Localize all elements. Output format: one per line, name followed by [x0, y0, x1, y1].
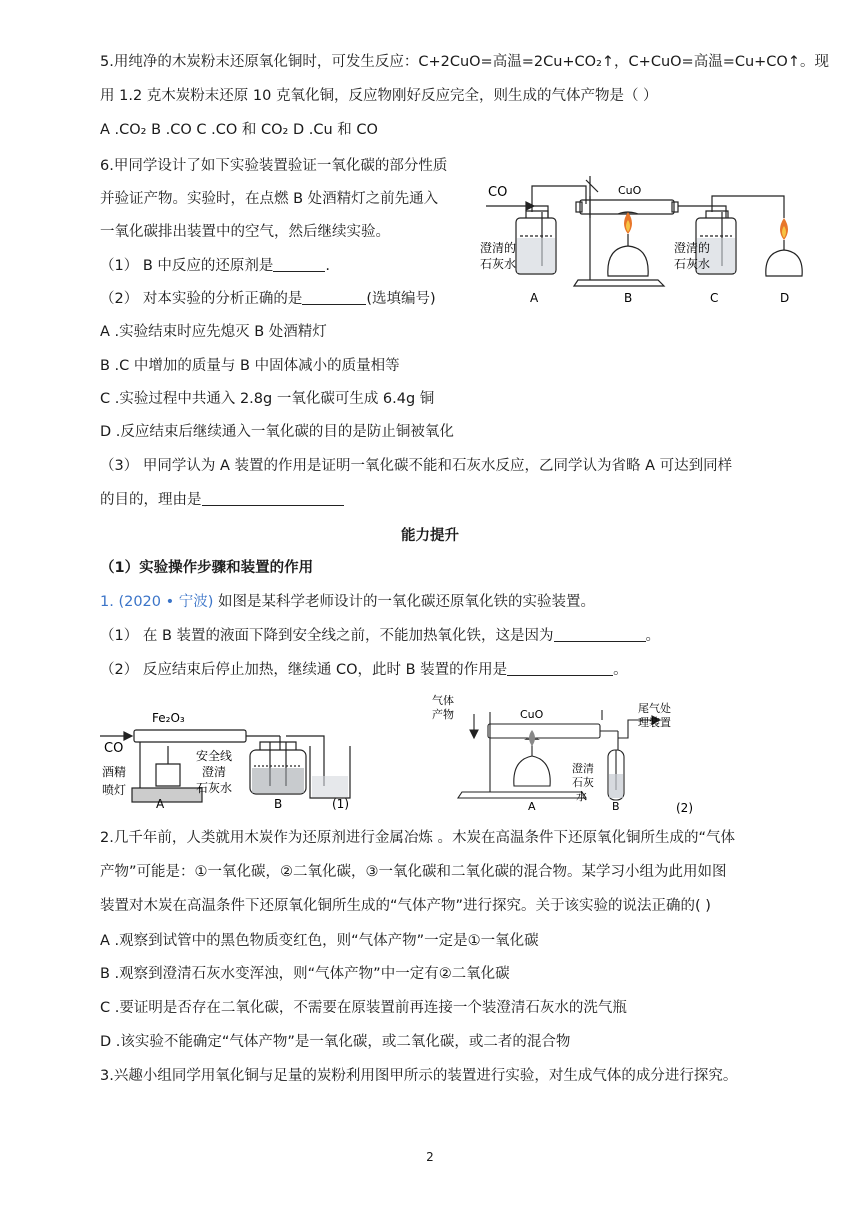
answer-blank[interactable] [507, 661, 613, 676]
fig1-label-num: (1) [332, 797, 349, 810]
q6-sub1-text: （1） B 中反应的还原剂是 [100, 258, 274, 274]
p2-line3: 装置对木炭在高温条件下还原氧化铜所生成的“气体产物”进行探究。关于该实验的说法正确的( ) [100, 898, 711, 914]
fig2-label-tail2: 理装置 [638, 716, 671, 729]
fig1-label-fe2o3: Fe₂O₃ [152, 711, 185, 725]
p1-sub2-end: 。 [613, 662, 628, 678]
page-number: 2 [426, 1150, 434, 1164]
fig-label-lime-c2: 石灰水 [674, 257, 711, 271]
section-title: 能力提升 [401, 528, 459, 544]
fig1-label-lamp1: 酒精 [102, 765, 127, 779]
q6-sub1-end: . [325, 258, 330, 274]
q6-option-c: C .实验过程中共通入 2.8g 一氧化碳可生成 6.4g 铜 [100, 391, 435, 407]
q6-sub2-text: （2） 对本实验的分析正确的是 [100, 291, 303, 307]
q6-line3: 一氧化碳排出装置中的空气，然后继续实验。 [100, 224, 390, 240]
q6-apparatus-figure [478, 156, 818, 306]
answer-blank[interactable] [202, 491, 344, 506]
p1-sub1 [100, 626, 660, 646]
fig1-label-lime1: 澄清 [202, 765, 227, 779]
answer-blank[interactable] [554, 627, 646, 642]
fig2-label-lime2: 石灰 [572, 776, 594, 789]
p1-sub1-text: （1） 在 B 装置的液面下降到安全线之前，不能加热氧化铁，这是因为 [100, 628, 554, 644]
q5-line1: 5.用纯净的木炭粉末还原氧化铜时，可发生反应：C+2CuO=高温=2Cu+CO₂↑，C+CuO=高温=Cu+CO↑。现 [100, 54, 829, 70]
p2-option-b: B .观察到澄清石灰水变浑浊，则“气体产物”中一定有②二氧化碳 [100, 966, 510, 982]
p1-sub1-end: 。 [645, 628, 660, 644]
p1-sub2-text: （2） 反应结束后停止加热，继续通 CO，此时 B 装置的作用是 [100, 662, 508, 678]
q6-option-b: B .C 中增加的质量与 B 中固体减小的质量相等 [100, 358, 400, 374]
fig1-label-lime2: 石灰水 [196, 781, 233, 795]
fig1-label-lamp2: 喷灯 [102, 783, 127, 797]
q6-sub3-line2 [100, 490, 344, 510]
p2-option-c: C .要证明是否存在二氧化碳，不需要在原装置前再连接一个装澄清石灰水的洗气瓶 [100, 1000, 627, 1016]
fig2-label-lime1: 澄清 [572, 762, 594, 775]
fig-label-d: D [780, 291, 790, 305]
p2-line1: 2.几千年前，人类就用木炭作为还原剂进行金属冶炼 。木炭在高温条件下还原氧化铜所生成的“气体 [100, 830, 735, 846]
fig2-label-gas2: 产物 [432, 708, 454, 721]
fig2-label-b: B [612, 800, 620, 813]
p2-option-d: D .该实验不能确定“气体产物”是一氧化碳，或二氧化碳，或二者的混合物 [100, 1034, 571, 1050]
fig2-label-gas1: 气体 [432, 694, 454, 707]
q6-option-d: D .反应结束后继续通入一氧化碳的目的是防止铜被氧化 [100, 424, 454, 440]
fig-label-cuo: CuO [618, 184, 642, 197]
q6-sub2 [100, 289, 436, 309]
p1-line1 [100, 592, 595, 612]
q5-line2: 用 1.2 克木炭粉末还原 10 克氧化铜，反应物刚好反应完全，则生成的气体产物是（ ） [100, 88, 658, 104]
section-subtitle: （1）实验操作步骤和装置的作用 [100, 560, 314, 576]
fig1-label-a: A [156, 797, 165, 810]
p3-line1: 3.兴趣小组同学用氧化铜与足量的炭粉利用图甲所示的装置进行实验，对生成气体的成分进行探究。 [100, 1068, 738, 1084]
fig-label-lime-c1: 澄清的 [674, 241, 711, 255]
fig-label-lime-a1: 澄清的 [480, 241, 517, 255]
p1-source: 1. (2020 • 宁波) [100, 594, 214, 610]
p1-figure-2 [432, 690, 702, 814]
q6-sub3-line1: （3） 甲同学认为 A 装置的作用是证明一氧化碳不能和石灰水反应，乙同学认为省略 A 可达到同样 [100, 458, 733, 474]
fig2-label-lime3: 水 [576, 790, 587, 803]
q6-line2: 并验证产物。实验时，在点燃 B 处酒精灯之前先通入 [100, 191, 439, 207]
fig-label-a: A [530, 291, 539, 305]
p1-text: 如图是某科学老师设计的一氧化碳还原氧化铁的实验装置。 [213, 594, 596, 610]
q6-sub2-end: (选填编号) [366, 291, 436, 307]
q6-option-a: A .实验结束时应先熄灭 B 处酒精灯 [100, 324, 327, 340]
fig-label-lime-a2: 石灰水 [480, 257, 517, 271]
q6-sub1 [100, 256, 330, 276]
fig2-label-tail1: 尾气处 [638, 702, 671, 715]
fig-label-b: B [624, 291, 633, 305]
fig-label-co: CO [488, 185, 508, 200]
fig-label-c: C [710, 291, 719, 305]
fig2-label-cuo: CuO [520, 708, 544, 721]
answer-blank[interactable] [302, 290, 366, 305]
p1-sub2 [100, 660, 628, 680]
answer-blank[interactable] [273, 257, 325, 272]
fig2-label-a: A [528, 800, 536, 813]
p2-option-a: A .观察到试管中的黑色物质变红色，则“气体产物”一定是①一氧化碳 [100, 933, 539, 949]
fig1-label-safe: 安全线 [196, 749, 233, 763]
q6-line1: 6.甲同学设计了如下实验装置验证一氧化碳的部分性质 [100, 158, 448, 174]
p2-line2: 产物”可能是：①一氧化碳，②二氧化碳，③一氧化碳和二氧化碳的混合物。某学习小组为此用如图 [100, 864, 727, 880]
q6-sub3-text: 的目的，理由是 [100, 492, 202, 508]
p1-figure-1 [100, 706, 360, 810]
fig2-label-num: (2) [676, 801, 693, 814]
q5-options: A .CO₂ B .CO C .CO 和 CO₂ D .Cu 和 CO [100, 122, 378, 138]
fig1-label-co: CO [104, 741, 124, 756]
fig1-label-b: B [274, 797, 283, 810]
